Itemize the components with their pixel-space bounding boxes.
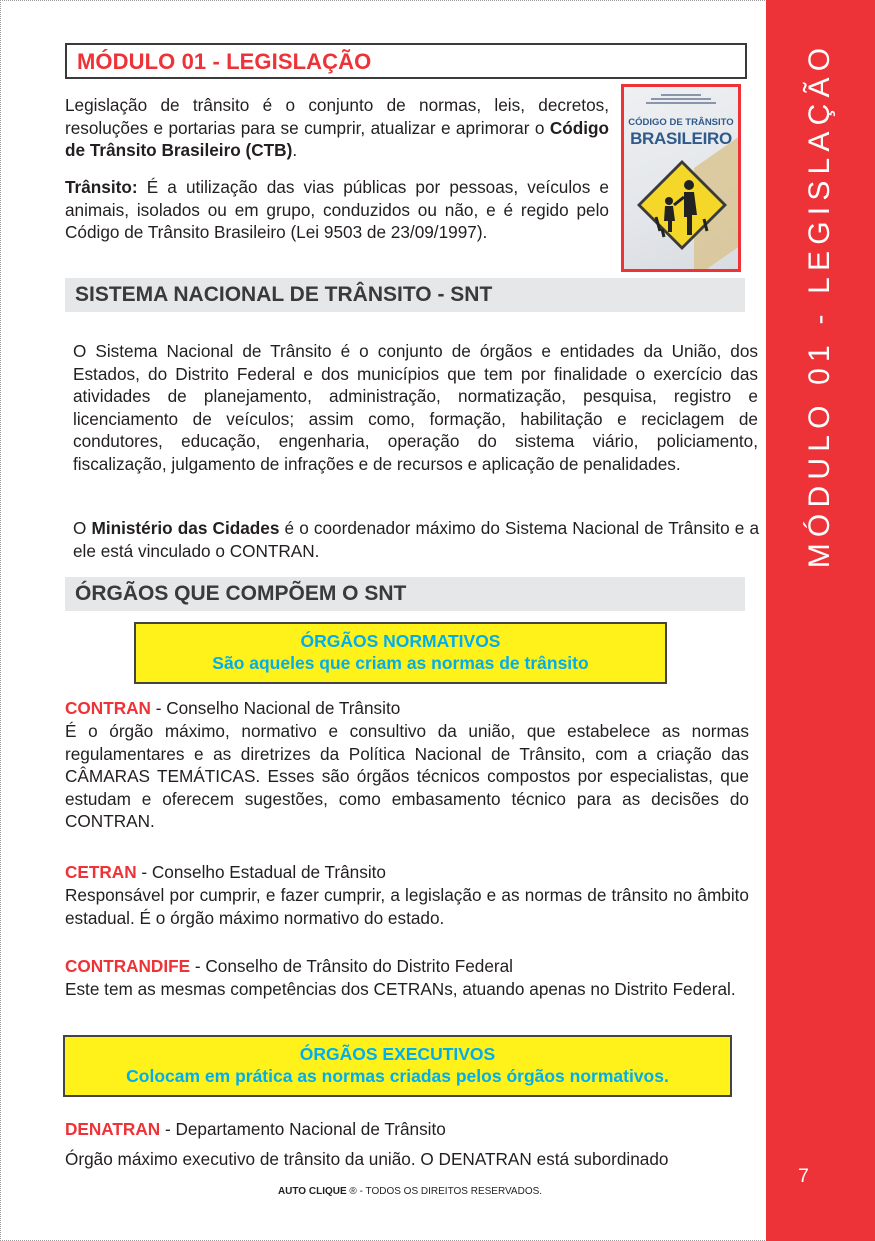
contran-description: É o órgão máximo, normativo e consultivo da união, que estabelece as normas regulamentares e as diretrizes da Política Nacional de Trânsito, com a criação das CÂMARAS TEMÁTICAS. Esses são órgãos técnicos compostos por especialistas, que estudam e oferecem sugestões, como embasamento técnico para as decisões do CONTRAN. bbox=[65, 721, 749, 832]
orgaos-normativos-subtitle: São aqueles que criam as normas de trânsito bbox=[212, 653, 589, 673]
footer-copyright bbox=[60, 1186, 760, 1197]
snt-paragraph: O Sistema Nacional de Trânsito é o conjunto de órgãos e entidades da União, dos Estados, do Distrito Federal e dos municípios que tem por finalidade o exercício das atividades de planejamento, administração, normatização, pesquisa, registro e licenciamento de veículos; assim como, formação, habilitação e reciclagem de condutores, educação, engenharia, operação do sistema viário, policiamento, fiscalização, julgamento de infrações e de recursos e aplicação de penalidades. bbox=[73, 341, 758, 474]
contran-heading bbox=[65, 697, 400, 720]
intro-paragraph-legislacao bbox=[65, 94, 609, 162]
denatran-description: Órgão máximo executivo de trânsito da união. O DENATRAN está subordinado bbox=[65, 1149, 669, 1169]
section-heading-snt-text: SISTEMA NACIONAL DE TRÂNSITO - SNT bbox=[75, 283, 493, 306]
module-title: MÓDULO 01 - LEGISLAÇÃO bbox=[77, 49, 372, 74]
ministerio-paragraph bbox=[73, 517, 759, 562]
intro-paragraph-transito bbox=[65, 176, 609, 244]
denatran-heading bbox=[65, 1118, 446, 1141]
section-heading-snt bbox=[65, 278, 745, 312]
sidebar bbox=[766, 0, 875, 1241]
ministerio-bold: Ministério das Cidades bbox=[91, 518, 280, 538]
contran-abbr: CONTRAN bbox=[65, 698, 151, 718]
book-publisher-lines bbox=[624, 92, 738, 106]
denatran-name: - Departamento Nacional de Trânsito bbox=[160, 1119, 446, 1139]
ministerio-end: é o coordenador máximo do Sistema Nacional de Trânsito e a ele está vinculado o CONTRAN. bbox=[73, 518, 760, 561]
footer-registered: ® bbox=[346, 1186, 360, 1197]
contran-name: - Conselho Nacional de Trânsito bbox=[150, 698, 401, 718]
footer-brand: AUTO CLIQUE bbox=[277, 1186, 347, 1197]
contrandife-abbr: CONTRANDIFE bbox=[65, 956, 191, 976]
contrandife-heading bbox=[65, 955, 513, 978]
pedestrian-crossing-sign-icon bbox=[634, 157, 730, 253]
contrandife-description: Este tem as mesmas competências dos CETRANs, atuando apenas no Distrito Federal. bbox=[65, 979, 736, 999]
orgaos-executivos-box bbox=[63, 1035, 732, 1097]
ctb-bold: Código de Trânsito Brasileiro (CTB) bbox=[65, 117, 609, 161]
ctb-book-cover-image bbox=[621, 84, 741, 272]
transito-text: É a utilização das vias públicas por pessoas, veículos e animais, isolados ou em grupo, conduzidos ou não, e é regido pelo Código de Trânsito Brasileiro (Lei 9503 de 23/09/1997). bbox=[65, 177, 609, 243]
section-heading-orgaos bbox=[65, 577, 745, 611]
intro-end: . bbox=[292, 140, 298, 161]
module-title-box bbox=[65, 43, 747, 79]
cetran-heading bbox=[65, 861, 386, 884]
contrandife-name: - Conselho de Trânsito do Distrito Federal bbox=[190, 956, 513, 976]
cetran-abbr: CETRAN bbox=[65, 862, 137, 882]
footer-rights: - TODOS OS DIREITOS RESERVADOS. bbox=[359, 1186, 543, 1197]
intro-text: Legislação de trânsito é o conjunto de normas, leis, decretos, resoluções e portarias para se cumprir, atualizar e aprimorar o bbox=[65, 95, 609, 138]
book-title-line1: CÓDIGO DE TRÂNSITO bbox=[628, 117, 734, 128]
denatran-abbr: DENATRAN bbox=[65, 1119, 161, 1139]
orgaos-executivos-subtitle: Colocam em prática as normas criadas pelos órgãos normativos. bbox=[126, 1066, 669, 1086]
orgaos-normativos-box bbox=[134, 622, 667, 684]
cetran-description: Responsável por cumprir, e fazer cumprir, a legislação e as normas de trânsito no âmbito estadual. É o órgão máximo normativo do estado. bbox=[65, 885, 749, 928]
section-heading-orgaos-text: ÓRGÃOS QUE COMPÕEM O SNT bbox=[75, 582, 407, 605]
page-number: 7 bbox=[798, 1166, 809, 1187]
sidebar-module-title: MÓDULO 01 - LEGISLAÇÃO bbox=[803, 41, 836, 569]
transito-bold: Trânsito: bbox=[65, 177, 138, 197]
book-title-line2: BRASILEIRO bbox=[630, 129, 732, 148]
cetran-name: - Conselho Estadual de Trânsito bbox=[136, 862, 386, 882]
ministerio-start: O bbox=[73, 518, 92, 538]
orgaos-normativos-title: ÓRGÃOS NORMATIVOS bbox=[300, 631, 501, 651]
orgaos-executivos-title: ÓRGÃOS EXECUTIVOS bbox=[299, 1044, 496, 1064]
